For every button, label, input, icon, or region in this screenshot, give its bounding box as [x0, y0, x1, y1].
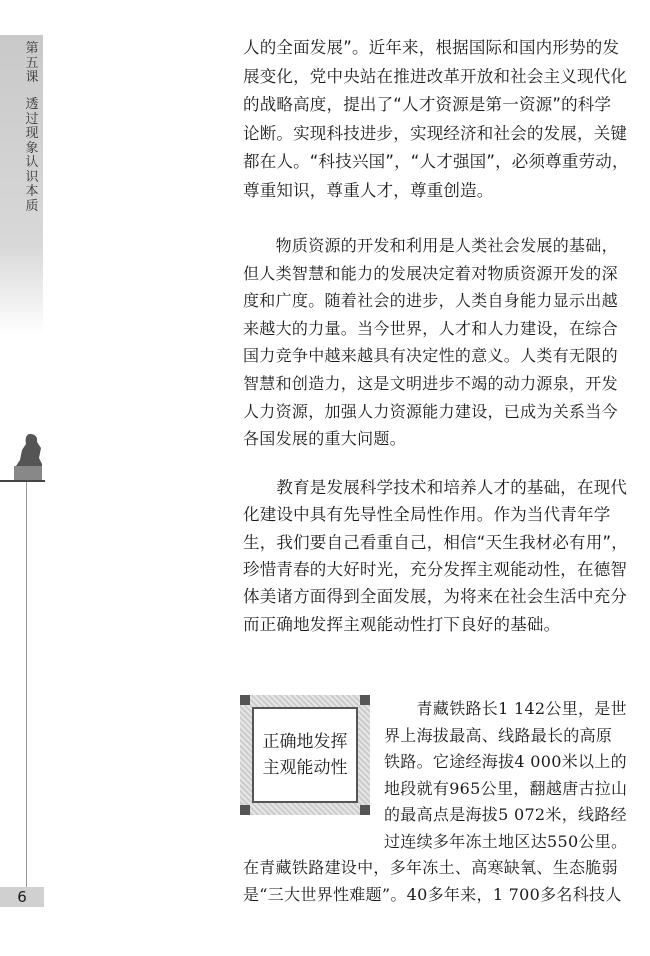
- text-line: 物质资源的开发和利用是人类社会发展的基础，: [243, 236, 618, 255]
- text-line: 青藏铁路长1 142公里，是世: [384, 699, 627, 718]
- callout-line-2: 主观能动性: [262, 758, 348, 778]
- page-number: 6: [0, 887, 44, 907]
- text-line: 人力资源，加强人力资源能力建设，已成为关系当今: [243, 401, 618, 421]
- lesson-label: 第五课: [25, 41, 39, 85]
- text-line: 国力竞争中越来越具有决定性的意义。人类有无限的: [243, 346, 618, 366]
- sidebar-callout-box: [240, 695, 370, 815]
- text-line: 珍惜青春的大好时光，充分发挥主观能动性，在德智: [243, 559, 628, 579]
- text-line: 智慧和创造力，这是文明进步不竭的动力源泉，开发: [243, 374, 618, 393]
- text-line: 但人类智慧和能力的发展决定着对物质资源开发的深: [243, 263, 618, 283]
- text-line: 过连续多年冻土地区达550公里。: [384, 831, 628, 851]
- text-line: 而正确地发挥主观能动性打下良好的基础。: [243, 614, 561, 634]
- text-line: 体美诸方面得到全面发展，为将来在社会生活中充分: [243, 587, 628, 607]
- divider: [0, 480, 45, 482]
- text-line: 是“三大世界性难题”。40多年来，1 700多名科技人: [243, 884, 622, 904]
- text-line: 尊重知识，尊重人才，尊重创造。: [243, 180, 494, 200]
- text-line: 的最高点是海拔5 072米，线路经: [384, 805, 627, 824]
- text-line: 铁路。它途经海拔4 000米以上的: [384, 752, 627, 771]
- lesson-title: 透过现象认识本质: [25, 97, 39, 214]
- text-line: 化建设中具有先导性全局性作用。作为当代青年学: [243, 505, 611, 525]
- text-line: 度和广度。随着社会的进步，人类自身能力显示出越: [243, 291, 618, 311]
- thinker-statue-icon: [10, 432, 46, 484]
- text-line: 展变化，党中央站在推进改革开放和社会主义现代化: [243, 66, 628, 86]
- text-line: 来越大的力量。当今世界，人才和人力建设，在综合: [243, 318, 618, 338]
- text-line: 人的全面发展”。近年来，根据国际和国内形势的发: [243, 38, 620, 57]
- text-line: 生，我们要自己看重自己，相信“天生我材必有用”，: [243, 532, 628, 552]
- margin-rule: [26, 482, 27, 887]
- callout-line-1: 正确地发挥: [262, 732, 348, 752]
- text-line: 各国发展的重大问题。: [243, 429, 407, 449]
- text-line: 的战略高度，提出了“人才资源是第一资源”的科学: [243, 95, 612, 114]
- text-line: 都在人。“科技兴国”，“人才强国”，必须尊重劳动，: [243, 152, 629, 171]
- text-line: 地段就有965公里，翻越唐古拉山: [384, 778, 628, 798]
- text-line: 论断。实现科技进步，实现经济和社会的发展，关键: [243, 123, 628, 143]
- text-line: 教育是发展科学技术和培养人才的基础，在现代: [243, 478, 628, 497]
- text-line: 在青藏铁路建设中，多年冻土、高寒缺氧、生态脆弱: [243, 858, 618, 877]
- text-line: 界上海拔最高、线路最长的高原: [384, 725, 613, 745]
